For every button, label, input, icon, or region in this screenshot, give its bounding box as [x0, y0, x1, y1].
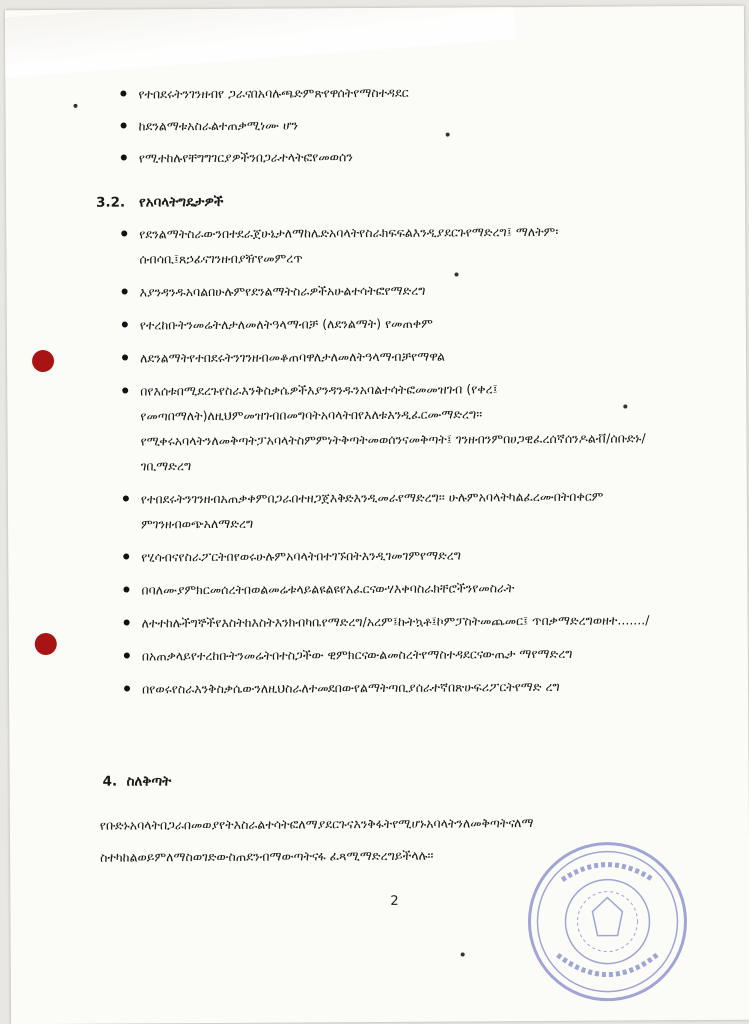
list-item [140, 276, 695, 304]
list-item-text: የተረከቡትንመሬትለታለመለትዓላማብቻ (ለደንልማት) የመጠቀም [139, 315, 433, 333]
section-heading [103, 773, 172, 789]
list-item [140, 375, 696, 478]
list-item-text: ለደንልማትየተበደሩትንገንዘብመቆጠባዋለታለመለትዓላማብቻየማዋል [139, 348, 445, 366]
punch-hole-icon [35, 633, 57, 655]
list-item-text: በየወሩየስራእንቅስቃሴውንለዚህስራለተመደበውየልማትጣቢያሰራተኛበጽሁፍሪፖርትየማድ ረግ [142, 678, 560, 697]
list-item-text: የደንልማትስራውንበተደራጀሁኔታለማከሌድአባላትየስራክፍፍልእንዲያደርጉየማድረግ፤ ማለትም፡ ሰብሳቢ፤ጸኃፊናገንዘብያዥየመምረጥ [139, 223, 559, 267]
duties-bullet-list [139, 218, 697, 709]
list-item-text: ለተተከሉችግኞችየእስትከእስትእንክብካቤየማድረግ/አረም፤ኩትኳቶ፤ኮምፓስትመጨመር፤ ጥበቃማድረግወዘተ......./ [141, 612, 650, 631]
list-item-text: በየእሰቱበሚደረጉየስራእንቅስቃሴዎችእያንዳንዱንአባልተሳትፎመመዝገብ (የቀረ፤ የመጣበማለት)ለዚህምመዝገብበመግባትአባላትበየእለቱእንዲፈርሙማድረግ፡፡ የሚቀሩአባላትንለመቅጣትፓአባላትስምምነትቅጣትመወሰንናመቅጣት፤ ገንዘብንምበሀጋዊፈረሰኛሰንዶልቭ/ሰቡድኑ/ ገቢማድረግ [140, 381, 646, 474]
ink-speck [446, 133, 450, 137]
ink-speck [73, 104, 77, 108]
section-number: 4. [102, 773, 118, 790]
bullet-icon [122, 322, 128, 328]
punch-hole-icon [32, 350, 54, 372]
list-item-text: እያንዳንዱአባልበሁሉምየደንልማትስራዎችአሁልተሳትፎየማድረግ [139, 282, 426, 300]
bullet-icon [122, 289, 128, 295]
list-item [142, 640, 697, 668]
list-item [142, 673, 697, 701]
section-number: 3.2. [96, 194, 126, 211]
bullet-icon [124, 686, 130, 692]
list-item [139, 218, 694, 271]
bullet-icon [123, 587, 129, 593]
list-item [141, 574, 696, 602]
document-page [5, 6, 749, 1024]
bullet-icon [122, 388, 128, 394]
penalty-paragraph: የቡድኑአባላትበጋራበመወያየትእስራልተሳትፎለማያደርጉናእንቅፋትየሚሆኑአባላትንለመቅጣትናለማ ስተካከልወይምለማስወገድውስጠደንብማውጣትናፋ ፈጻሚማድረግይችላሉ፡፡ [99, 815, 534, 865]
bullet-icon [121, 123, 127, 129]
page-number: 2 [390, 893, 399, 909]
ink-speck [455, 273, 459, 277]
section-title: ስለቅጣት [126, 773, 172, 790]
bullet-icon [121, 155, 127, 161]
list-item-text: በባለሙያምክርመሰረትበወልመሬቱላይልዩልዩየአፈርናውሃእቀባስራክቸሮችንየመስራት [141, 580, 515, 598]
list-item [140, 342, 695, 370]
official-seal-icon [522, 839, 693, 1005]
list-item-text: የሂሳብናየስራፖርትበየወሩሁሉምአባላትበተገኙበትእንዲገመገምየማድረግ [141, 547, 462, 565]
bullet-icon [124, 620, 130, 626]
bullet-icon [122, 355, 128, 361]
list-item [139, 142, 699, 170]
list-item [140, 309, 695, 337]
section-title: የአባላትግዴታዎች [139, 193, 224, 211]
bullet-icon [120, 91, 126, 97]
top-bullet-list [138, 78, 699, 177]
list-item-text: የተበደሩትንገንዘብአጠቃቀምበጋራበተዘጋጀእቅድእንዲመራየማድረግ፡፡ ሁሉምአባላትካልፈረሙበትበቀርም ምገንዘብወጭአለማድረግ [140, 488, 604, 532]
list-item-text: ከደንልማቱአስራልተጠቃሚነሙ ሆን [138, 117, 299, 134]
bullet-icon [124, 653, 130, 659]
list-item [141, 483, 696, 536]
bullet-icon [123, 554, 129, 560]
bullet-icon [121, 231, 127, 237]
list-item-text: የሚተከሉየቸግግገርያዎችንበጋራተላትፎየመወሰን [138, 149, 353, 166]
ink-speck [623, 404, 627, 408]
list-item [138, 78, 698, 106]
list-item-text: የተበደሩትንገንዘብየ ጋራናበአባሉጫድምጽየዋሰትየማስተዳደር [138, 84, 409, 102]
ink-speck [461, 952, 465, 956]
list-item [139, 110, 699, 138]
list-item-text: በአጠቃላይየተረከቡትንመሬትበተስጋችው ዊምክርናውልመስረትየማስተዳደርናውጤታ ማየማድረግ [141, 645, 573, 664]
list-item [142, 607, 697, 635]
list-item [141, 541, 696, 569]
bullet-icon [123, 496, 129, 502]
